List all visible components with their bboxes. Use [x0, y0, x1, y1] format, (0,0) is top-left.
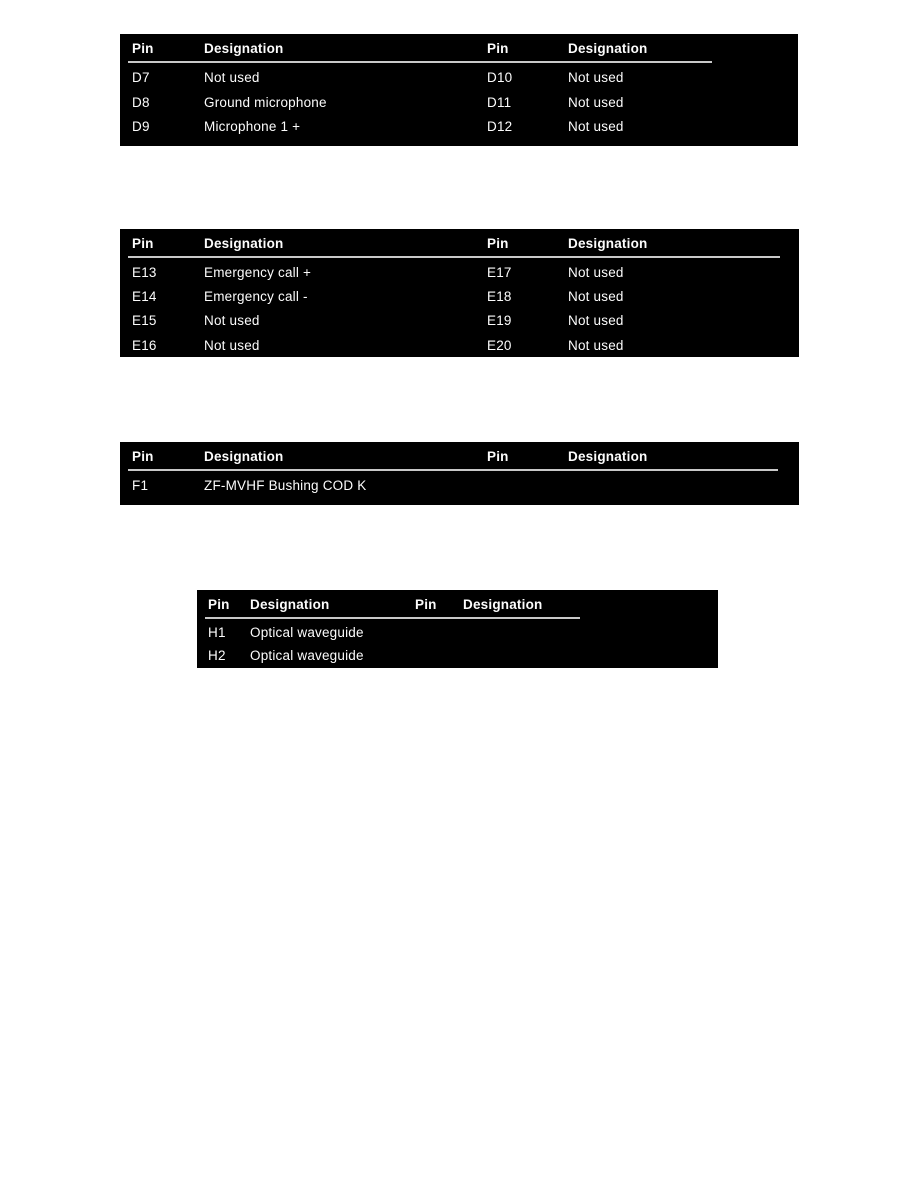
pin-cell: E17: [487, 265, 512, 280]
table-header-row: [120, 229, 799, 251]
column-header-designation: Designation: [568, 236, 648, 251]
pin-cell: E18: [487, 289, 512, 305]
pin-cell: E14: [132, 289, 157, 305]
designation-cell: Ground microphone: [204, 94, 327, 110]
column-header-designation: Designation: [204, 41, 284, 56]
table-row: [120, 261, 799, 285]
table-header-row: [197, 590, 718, 612]
pin-cell: E20: [487, 337, 512, 353]
table-row: [197, 621, 718, 644]
header-rule: [128, 61, 712, 63]
column-header-pin: Pin: [487, 41, 509, 56]
column-header-designation: Designation: [568, 449, 648, 464]
table-row: [120, 309, 799, 333]
column-header-pin: Pin: [415, 597, 437, 612]
table-row: [120, 91, 798, 116]
pin-cell: D8: [132, 94, 150, 110]
column-header-designation: Designation: [204, 236, 284, 251]
column-header-designation: Designation: [568, 41, 648, 56]
header-rule: [128, 256, 780, 258]
header-rule: [205, 617, 580, 619]
designation-cell: Emergency call -: [204, 289, 308, 305]
pin-cell: E16: [132, 337, 157, 353]
pin-cell: D11: [487, 94, 512, 110]
column-header-designation: Designation: [463, 597, 543, 612]
column-header-designation: Designation: [250, 597, 330, 612]
designation-cell: Not used: [568, 337, 624, 353]
pin-cell: D7: [132, 70, 150, 85]
table-body: [197, 621, 718, 667]
pin-cell: H1: [208, 625, 226, 640]
pin-cell: D9: [132, 119, 150, 134]
designation-cell: Optical waveguide: [250, 625, 364, 640]
pin-cell: E13: [132, 265, 157, 280]
header-rule: [128, 469, 778, 471]
designation-cell: Not used: [568, 313, 624, 329]
pin-cell: D10: [487, 70, 513, 85]
pin-table-connector-d: [120, 34, 798, 146]
designation-cell: Not used: [568, 94, 624, 110]
table-row: [120, 115, 798, 140]
table-body: [120, 261, 799, 358]
table-row: [120, 334, 799, 358]
designation-cell: Not used: [568, 70, 624, 85]
designation-cell: ZF-MVHF Bushing COD K: [204, 478, 367, 493]
table-body: [120, 474, 799, 498]
pin-cell: F1: [132, 478, 149, 493]
pin-table-connector-e: [120, 229, 799, 357]
pin-cell: E15: [132, 313, 157, 329]
table-body: [120, 66, 798, 140]
table-header-row: [120, 442, 799, 464]
pin-cell: H2: [208, 648, 226, 663]
column-header-pin: Pin: [132, 41, 154, 56]
pin-cell: D12: [487, 119, 513, 134]
designation-cell: Emergency call +: [204, 265, 312, 280]
column-header-pin: Pin: [487, 449, 509, 464]
designation-cell: Not used: [204, 337, 260, 353]
column-header-pin: Pin: [132, 449, 154, 464]
designation-cell: Not used: [204, 70, 260, 85]
table-row: [197, 644, 718, 667]
pin-table-connector-h: [197, 590, 718, 668]
table-row: [120, 285, 799, 309]
designation-cell: Microphone 1 +: [204, 119, 301, 134]
table-row: [120, 474, 799, 498]
designation-cell: Not used: [568, 289, 624, 305]
column-header-pin: Pin: [132, 236, 154, 251]
table-header-row: [120, 34, 798, 56]
pin-table-connector-f: [120, 442, 799, 505]
designation-cell: Optical waveguide: [250, 648, 364, 663]
column-header-pin: Pin: [487, 236, 509, 251]
designation-cell: Not used: [204, 313, 260, 329]
pin-cell: E19: [487, 313, 512, 329]
designation-cell: Not used: [568, 119, 624, 134]
column-header-designation: Designation: [204, 449, 284, 464]
table-row: [120, 66, 798, 91]
designation-cell: Not used: [568, 265, 624, 280]
column-header-pin: Pin: [208, 597, 230, 612]
